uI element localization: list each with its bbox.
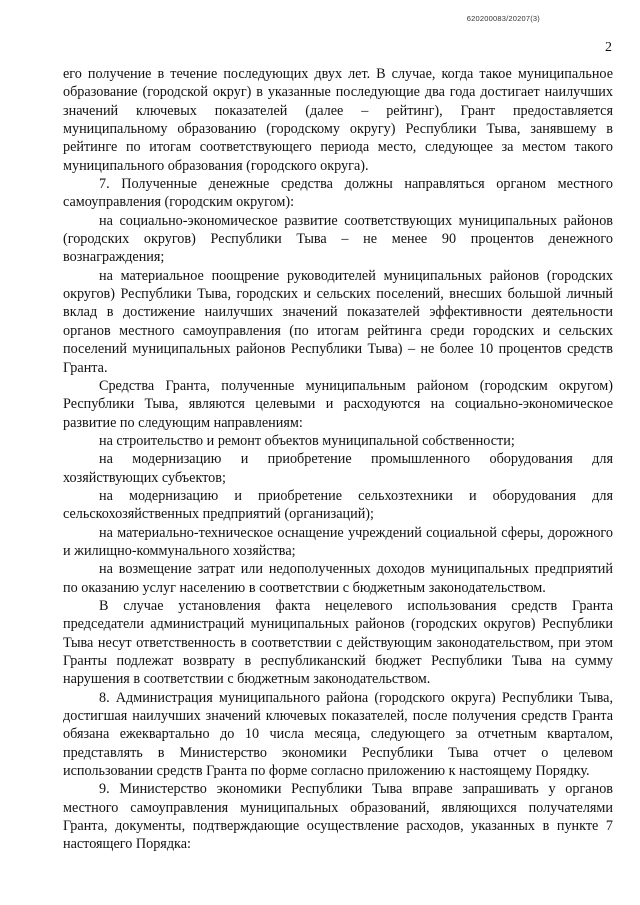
document-body [63, 65, 613, 854]
paragraph: на возмещение затрат или недополученных доходов муниципальных предприятий по оказанию услуг населению в соответствии с бюджетным законодательством. [63, 561, 613, 596]
paragraph: 9. Министерство экономики Республики Тыва вправе запрашивать у органов местного самоуправления муниципальных образований, являющихся получателями Гранта, документы, подтверждающие осуществление расходов, указанных в пункте 7 настоящего Порядка: [63, 781, 613, 853]
paragraph: 7. Полученные денежные средства должны направляться органом местного самоуправления (городским округом): [63, 176, 613, 211]
paragraph: 8. Администрация муниципального района (городского округа) Республики Тыва, достигшая наилучших значений ключевых показателей, после получения средств Гранта обязана ежеквартально до 10 числа месяца, следующего за отчетным кварталом, представлять в Министерство экономики Республики Тыва отчет о целевом использовании средств Гранта по форме согласно приложению к настоящему Порядку. [63, 689, 613, 780]
paragraph: его получение в течение последующих двух лет. В случае, когда такое муниципальное образование (городской округ) в указанные последующие два года достигает наилучших значений ключевых показателей (далее – рейтинг), Грант предоставляется муниципальному образованию (городскому округу) Республики Тыва, занявшему в рейтинге по итогам соответствующего периода место, следующее за местом такого муниципального образования (городского округа). [63, 66, 613, 174]
paragraph: на социально-экономическое развитие соответствующих муниципальных районов (городских округов) Республики Тыва – не менее 90 процентов денежного вознаграждения; [63, 212, 613, 266]
paragraph: на материальное поощрение руководителей муниципальных районов (городских округов) Республики Тыва, городских и сельских поселений, внесших большой личный вклад в достижение наилучших значений показателей эффективности деятельности органов местного самоуправления (по итогам рейтинга среди городских и сельских поселений муниципальных районов Республики Тыва) – не более 10 процентов средств Гранта. [63, 267, 613, 376]
document-code: 620200083/20207(3) [466, 14, 540, 23]
paragraph: В случае установления факта нецелевого использования средств Гранта председатели администраций муниципальных районов (городских округов) Республики Тыва несут ответственность в соответствии с действующим законодательством, при этом Гранты подлежат возврату в республиканский бюджет Республики Тыва на сумму нарушения в соответствии с бюджетным законодательством. [63, 597, 613, 688]
paragraph: на модернизацию и приобретение промышленного оборудования для хозяйствующих субъектов; [63, 451, 613, 486]
paragraph: на модернизацию и приобретение сельхозтехники и оборудования для сельскохозяйственных предприятий (организаций); [63, 487, 613, 523]
paragraph: на строительство и ремонт объектов муниципальной собственности; [99, 432, 515, 449]
page-number: 2 [605, 40, 612, 55]
paragraph: Средства Гранта, полученные муниципальным районом (городским округом) Республики Тыва, являются целевыми и расходуются на социально-экономическое развитие по следующим направлениям: [63, 377, 613, 431]
paragraph: на материально-техническое оснащение учреждений социальной сферы, дорожного и жилищно-коммунального хозяйства; [63, 524, 613, 559]
